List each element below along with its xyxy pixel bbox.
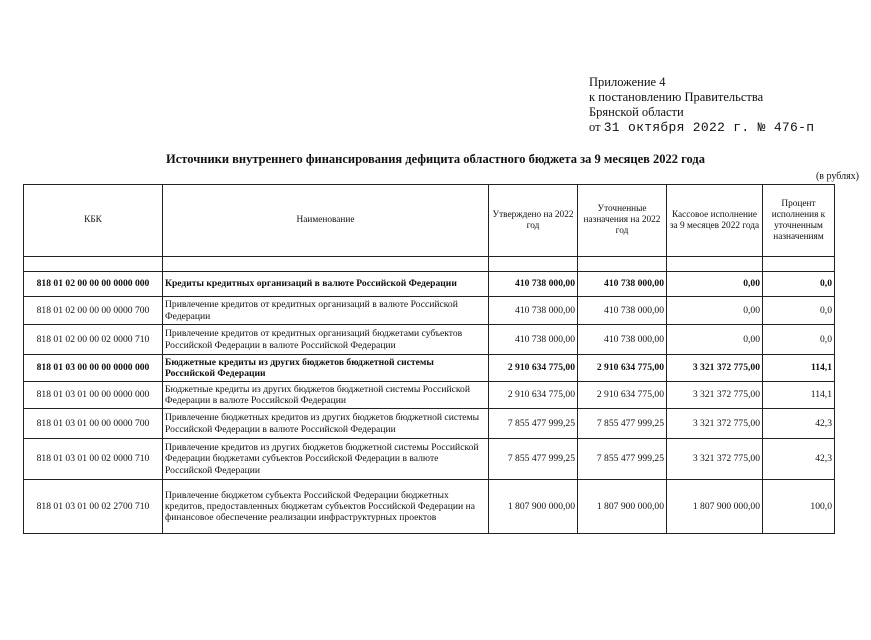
revised-cell: 2 910 634 775,00 — [578, 382, 667, 409]
kbk-cell: 818 01 03 00 00 00 0000 000 — [24, 355, 163, 382]
percent-cell: 114,1 — [763, 355, 835, 382]
kbk-cell: 818 01 03 01 00 00 0000 000 — [24, 382, 163, 409]
revised-cell: 1 807 900 000,00 — [578, 480, 667, 534]
name-cell: Привлечение бюджетных кредитов из других бюджетов бюджетной системы Российской Федерации в валюте Российской Федерации — [163, 409, 489, 439]
table-row — [24, 272, 835, 297]
percent-cell: 42,3 — [763, 409, 835, 439]
table-header-row — [24, 185, 835, 257]
approved-cell: 410 738 000,00 — [489, 325, 578, 355]
kbk-cell: 818 01 03 01 00 00 0000 700 — [24, 409, 163, 439]
cash-cell: 0,00 — [667, 272, 763, 297]
name-cell: Привлечение кредитов от кредитных организаций в валюте Российской Федерации — [163, 297, 489, 325]
percent-cell: 42,3 — [763, 439, 835, 480]
revised-cell: 410 738 000,00 — [578, 297, 667, 325]
name-cell: Бюджетные кредиты из других бюджетов бюджетной системы Российской Федерации в валюте Российской Федерации — [163, 382, 489, 409]
revised-cell: 2 910 634 775,00 — [578, 355, 667, 382]
cash-cell: 3 321 372 775,00 — [667, 409, 763, 439]
appendix-number: Приложение 4 — [589, 75, 666, 89]
date-prefix: от — [589, 120, 601, 134]
column-header-revised: Уточненные назначения на 2022 год — [578, 185, 667, 257]
approved-cell: 1 807 900 000,00 — [489, 480, 578, 534]
name-cell: Привлечение кредитов от кредитных организаций бюджетами субъектов Российской Федерации в валюте Российской Федерации — [163, 325, 489, 355]
resolution-date: 31 октября 2022 г. № 476-п — [603, 120, 815, 135]
column-header-cash: Кассовое исполнение за 9 месяцев 2022 года — [667, 185, 763, 257]
table-row — [24, 439, 835, 480]
approved-cell: 2 910 634 775,00 — [489, 355, 578, 382]
kbk-cell: 818 01 02 00 00 00 0000 000 — [24, 272, 163, 297]
document-title: Источники внутреннего финансирования дефицита областного бюджета за 9 месяцев 2022 года — [166, 152, 705, 166]
region-name: Брянской области — [589, 105, 684, 119]
approved-cell: 2 910 634 775,00 — [489, 382, 578, 409]
cash-cell: 1 807 900 000,00 — [667, 480, 763, 534]
kbk-cell: 818 01 03 01 00 02 2700 710 — [24, 480, 163, 534]
column-header-kbk: КБК — [24, 185, 163, 257]
cash-cell: 3 321 372 775,00 — [667, 439, 763, 480]
table-row — [24, 480, 835, 534]
column-header-approved: Утверждено на 2022 год — [489, 185, 578, 257]
column-header-percent: Процент исполнения к уточненным назначениям — [763, 185, 835, 257]
name-cell: Привлечение бюджетом субъекта Российской Федерации бюджетных кредитов, предоставленных бюджетам субъектов Российской Федерации на финансовое обеспечение реализации инфраструктурных проектов — [163, 480, 489, 534]
approved-cell: 410 738 000,00 — [489, 297, 578, 325]
revised-cell: 7 855 477 999,25 — [578, 439, 667, 480]
name-cell: Привлечение кредитов из других бюджетов бюджетной системы Российской Федерации бюджетами субъектов Российской Федерации в валюте Российской Федерации — [163, 439, 489, 480]
table-row — [24, 297, 835, 325]
table-row — [24, 355, 835, 382]
revised-cell: 7 855 477 999,25 — [578, 409, 667, 439]
approved-cell: 7 855 477 999,25 — [489, 439, 578, 480]
financing-sources-table — [23, 184, 835, 534]
cash-cell: 3 321 372 775,00 — [667, 382, 763, 409]
revised-cell: 410 738 000,00 — [578, 272, 667, 297]
percent-cell: 0,0 — [763, 272, 835, 297]
name-cell: Кредиты кредитных организаций в валюте Российской Федерации — [163, 272, 489, 297]
percent-cell: 114,1 — [763, 382, 835, 409]
column-header-name: Наименование — [163, 185, 489, 257]
cash-cell: 0,00 — [667, 325, 763, 355]
cash-cell: 0,00 — [667, 297, 763, 325]
percent-cell: 0,0 — [763, 325, 835, 355]
kbk-cell: 818 01 02 00 00 02 0000 710 — [24, 325, 163, 355]
table-row — [24, 409, 835, 439]
kbk-cell: 818 01 03 01 00 02 0000 710 — [24, 439, 163, 480]
kbk-cell: 818 01 02 00 00 00 0000 700 — [24, 297, 163, 325]
units-label: (в рублях) — [815, 171, 859, 182]
approved-cell: 410 738 000,00 — [489, 272, 578, 297]
resolution-date-line — [589, 120, 814, 135]
resolution-reference: к постановлению Правительства — [589, 90, 764, 104]
name-cell: Бюджетные кредиты из других бюджетов бюджетной системы Российской Федерации — [163, 355, 489, 382]
percent-cell: 100,0 — [763, 480, 835, 534]
appendix-header — [589, 75, 814, 135]
table-spacer-row — [24, 257, 835, 272]
revised-cell: 410 738 000,00 — [578, 325, 667, 355]
approved-cell: 7 855 477 999,25 — [489, 409, 578, 439]
table-row — [24, 325, 835, 355]
cash-cell: 3 321 372 775,00 — [667, 355, 763, 382]
table-row — [24, 382, 835, 409]
percent-cell: 0,0 — [763, 297, 835, 325]
